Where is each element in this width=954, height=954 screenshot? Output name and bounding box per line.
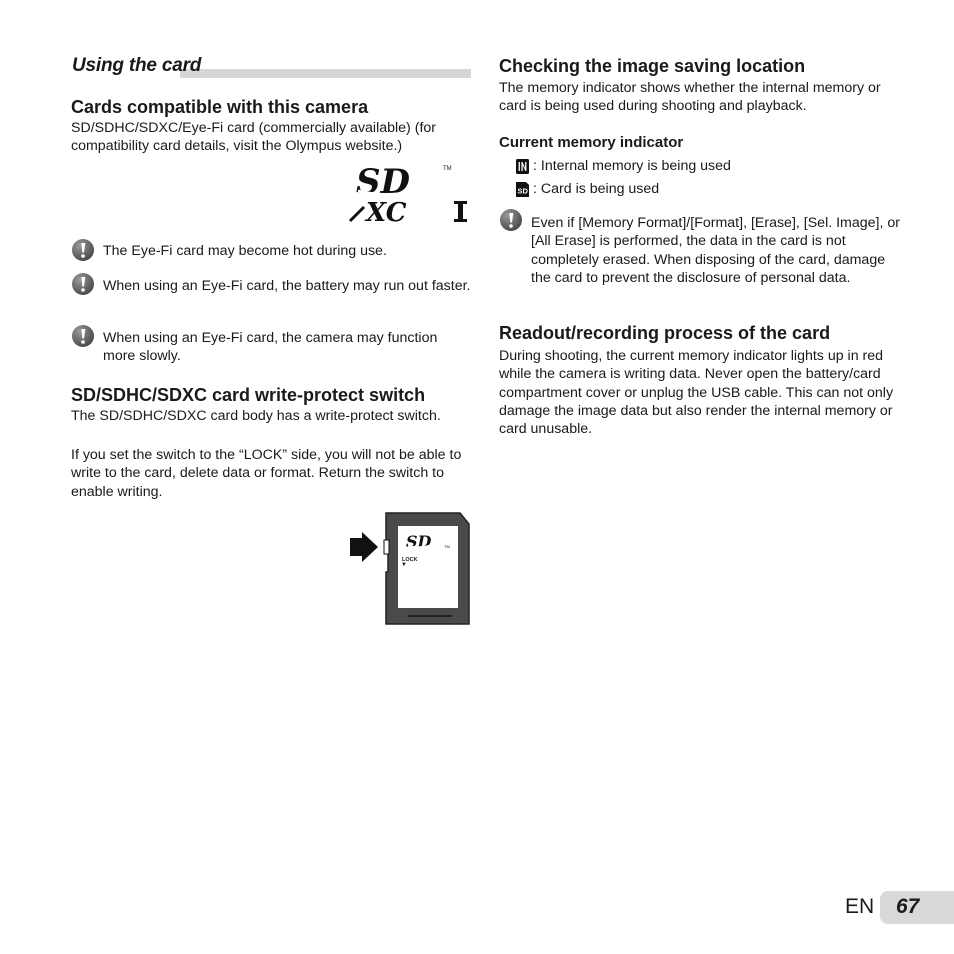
switch-body-1: The SD/SDHC/SDXC card body has a write-protect switch. (71, 408, 441, 424)
sdxc-tm: TM (443, 166, 452, 172)
card-tm: TM (444, 544, 450, 549)
indicator-card: : Card is being used (533, 181, 660, 197)
note-card-disposal: Even if [Memory Format]/[Format], [Erase], [Sel. Image], or [All Erase] is performed, the data in the card is not completely erased. When disposing of the card, damage the card to prevent the disclosure of personal data. (531, 215, 900, 286)
internal-memory-icon (516, 159, 529, 179)
warning-icon (72, 239, 94, 261)
lock-direction-icon: ▼ (401, 562, 407, 568)
indicator-heading: Current memory indicator (499, 134, 684, 151)
readout-heading: Readout/recording process of the card (499, 323, 831, 343)
svg-text:XC: XC (366, 198, 407, 225)
language-code: EN (845, 895, 875, 918)
switch-body-2: If you set the switch to the “LOCK” side, you will not be able to write to the card, delete data or format. Return the switch to enable writing. (71, 447, 462, 500)
note-eyefi-hot: The Eye-Fi card may become hot during use. (103, 243, 387, 259)
svg-text:SD: SD (517, 186, 528, 196)
warning-icon (500, 209, 522, 231)
note-eyefi-battery: When using an Eye-Fi card, the battery may run out faster. (103, 278, 471, 294)
note-eyefi-slow: When using an Eye-Fi card, the camera may function more slowly. (103, 330, 438, 365)
compat-heading: Cards compatible with this camera (71, 97, 369, 117)
page-number: 67 (896, 895, 920, 918)
svg-text:SD: SD (406, 532, 432, 551)
sd-card-illustration (348, 510, 472, 628)
lock-label: LOCK (402, 557, 418, 563)
checking-body: The memory indicator shows whether the internal memory or card is being used during shooting and playback. (499, 80, 881, 115)
sd-card-icon (516, 182, 529, 202)
switch-heading: SD/SDHC/SDXC card write-protect switch (71, 385, 426, 405)
lock-arrow-icon (350, 538, 364, 556)
warning-icon (72, 273, 94, 295)
compat-body: SD/SDHC/SDXC/Eye-Fi card (commercially available) (for compatibility card details, visit the Olympus website.) (71, 120, 437, 155)
indicator-internal: : Internal memory is being used (533, 158, 731, 174)
checking-heading: Checking the image saving location (499, 56, 806, 76)
section-title: Using the card (72, 55, 202, 76)
readout-body: During shooting, the current memory indicator lights up in red while the camera is writing data. Never open the battery/card compartment cover or unplug the USB cable. This can not only damage the image data but also render the internal memory or card unusable. (499, 348, 894, 438)
sdxc-logo (348, 163, 472, 225)
svg-text:SD: SD (356, 163, 411, 202)
warning-icon (72, 325, 94, 347)
